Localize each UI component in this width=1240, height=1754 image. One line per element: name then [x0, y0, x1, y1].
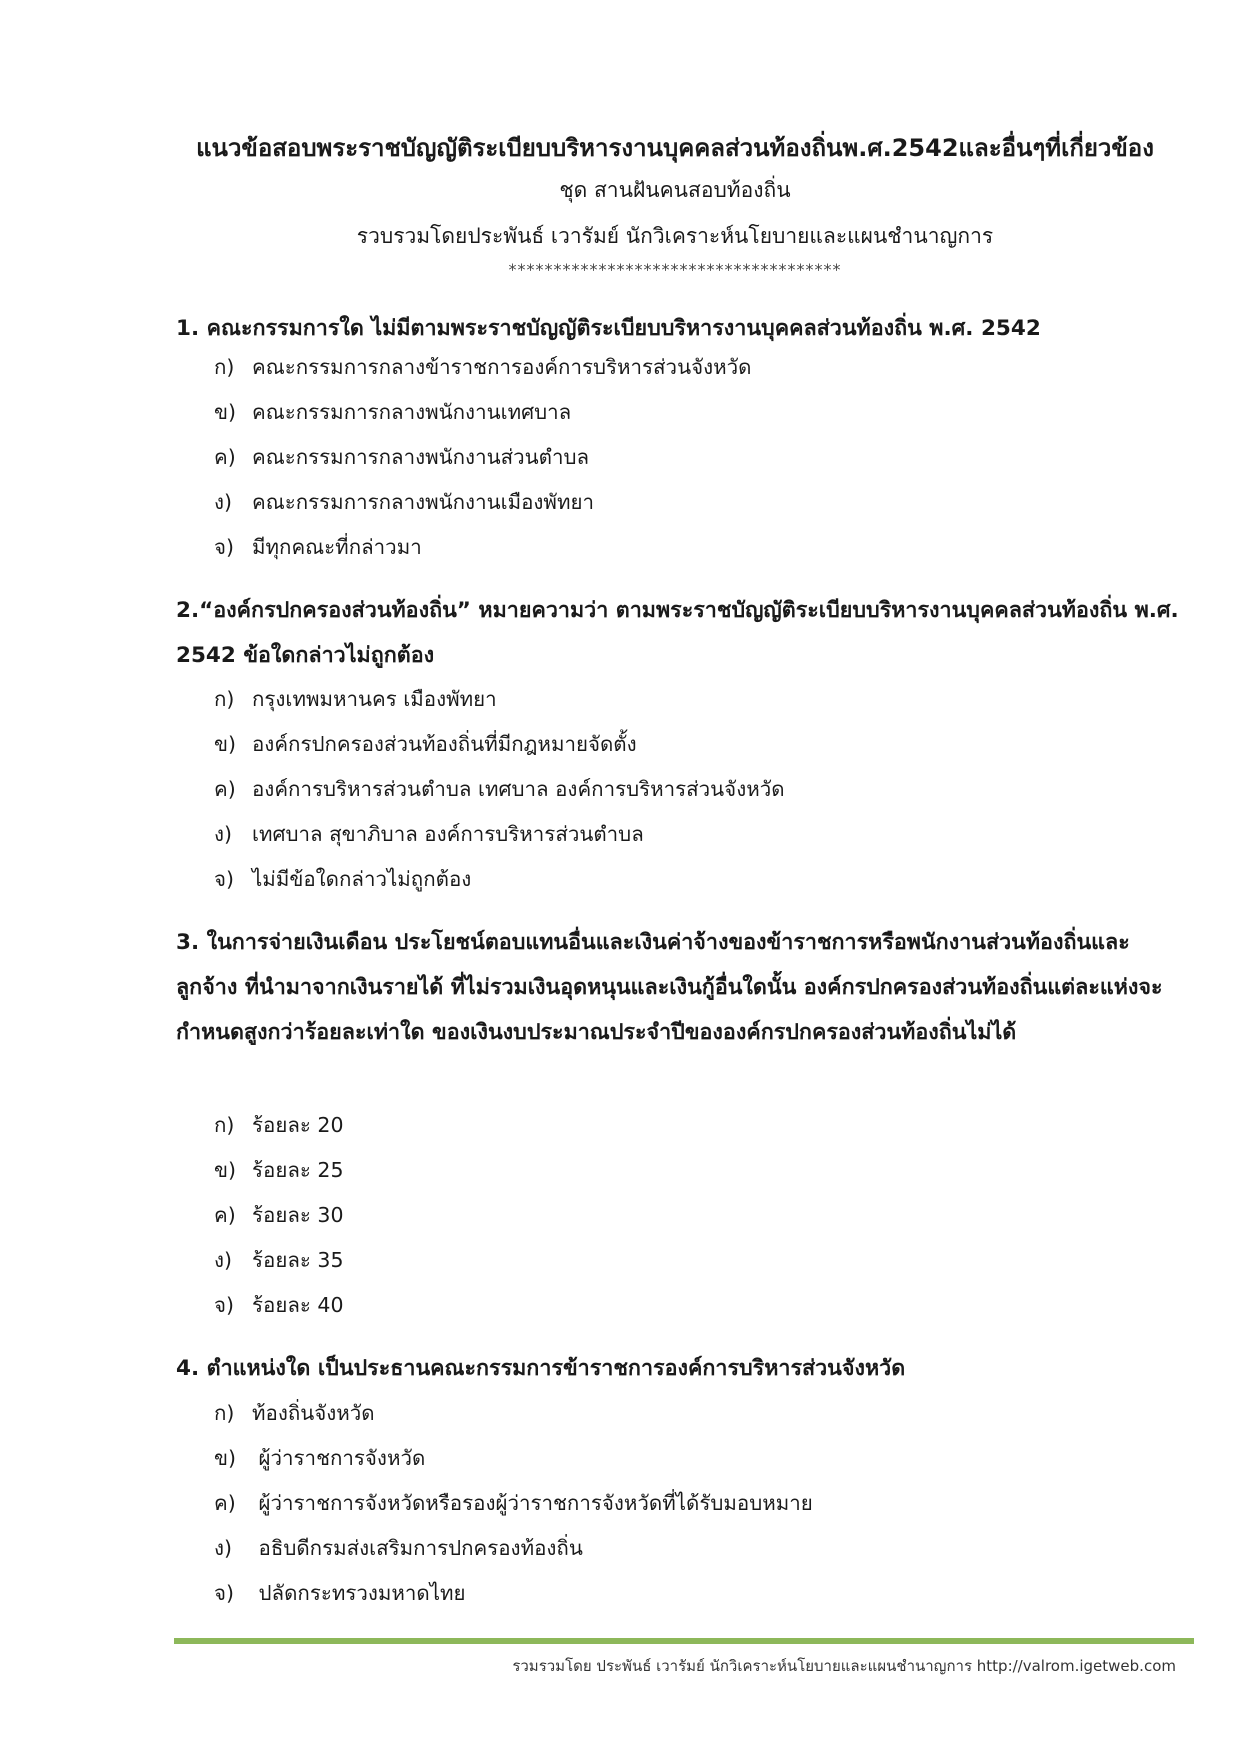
- question-4-option-c: ค) ผู้ว่าราชการจังหวัดหรือรองผู้ว่าราชการจังหวัดที่ได้รับมอบหมาย: [214, 1491, 813, 1515]
- question-2-option-a: ก) กรุงเทพมหานคร เมืองพัทยา: [214, 687, 497, 711]
- question-4: 4. ตำแหน่งใด เป็นประธานคณะกรรมการข้าราชการองค์การบริหารส่วนจังหวัด: [176, 1356, 906, 1381]
- document-title: แนวข้อสอบพระราชบัญญัติระเบียบบริหารงานบุคคลส่วนท้องถิ่นพ.ศ.2542และอื่นๆที่เกี่ยวข้อง: [196, 134, 1154, 162]
- question-4-option-a: ก) ท้องถิ่นจังหวัด: [214, 1401, 375, 1425]
- document-compiler: รวบรวมโดยประพันธ์ เวารัมย์ นักวิเคราะห์นโยบายและแผนชำนาญการ: [356, 224, 994, 248]
- question-1-option-a: ก) คณะกรรมการกลางข้าราชการองค์การบริหารส่วนจังหวัด: [214, 355, 752, 379]
- question-2-option-b: ข) องค์กรปกครองส่วนท้องถิ่นที่มีกฎหมายจัดตั้ง: [214, 732, 637, 756]
- question-1: 1. คณะกรรมการใด ไม่มีตามพระราชบัญญัติระเบียบบริหารงานบุคคลส่วนท้องถิ่น พ.ศ. 2542: [176, 316, 1041, 341]
- question-1-option-b: ข) คณะกรรมการกลางพนักงานเทศบาล: [214, 400, 572, 424]
- question-3-option-b: ข) ร้อยละ 25: [214, 1158, 344, 1182]
- document-set-name: ชุด สานฝันคนสอบท้องถิ่น: [559, 178, 791, 202]
- question-3: 3. ในการจ่ายเงินเดือน ประโยชน์ตอบแทนอื่นและเงินค่าจ้างของข้าราชการหรือพนักงานส่วนท้องถิ่นและลูกจ้าง ที่นำมาจากเงินรายได้ ที่ไม่รวมเงินอุดหนุนและเงินกู้อื่นใดนั้น องค์กรปกครองส่วนท้องถิ่นแต่ละแห่งจะกำหนดสูงกว่าร้อยละเท่าใด ของเงินงบประมาณประจำปีขององค์กรปกครองส่วนท้องถิ่นไม่ได้: [176, 930, 1163, 1045]
- footer-text: รวมรวมโดย ประพันธ์ เวารัมย์ นักวิเคราะห์นโยบายและแผนชำนาญการ http://valrom.igetweb.com: [512, 1657, 1176, 1675]
- question-2-option-d: ง) เทศบาล สุขาภิบาล องค์การบริหารส่วนตำบล: [214, 822, 644, 846]
- question-4-option-e: จ) ปลัดกระทรวงมหาดไทย: [214, 1581, 466, 1605]
- question-4-option-b: ข) ผู้ว่าราชการจังหวัด: [214, 1446, 426, 1470]
- question-1-option-c: ค) คณะกรรมการกลางพนักงานส่วนตำบล: [214, 445, 590, 469]
- question-2-option-e: จ) ไม่มีข้อใดกล่าวไม่ถูกต้อง: [214, 867, 472, 891]
- footer-rule: [174, 1638, 1194, 1644]
- question-1-option-e: จ) มีทุกคณะที่กล่าวมา: [214, 535, 422, 559]
- question-2-option-c: ค) องค์การบริหารส่วนตำบล เทศบาล องค์การบริหารส่วนจังหวัด: [214, 777, 785, 801]
- question-4-option-d: ง) อธิบดีกรมส่งเสริมการปกครองท้องถิ่น: [214, 1536, 583, 1560]
- question-3-option-a: ก) ร้อยละ 20: [214, 1113, 344, 1137]
- question-3-option-e: จ) ร้อยละ 40: [214, 1293, 344, 1317]
- question-2: 2.“องค์กรปกครองส่วนท้องถิ่น” หมายความว่า ตามพระราชบัญญัติระเบียบบริหารงานบุคคลส่วนท้องถิ่น พ.ศ. 2542 ข้อใดกล่าวไม่ถูกต้อง: [176, 598, 1179, 668]
- question-1-option-d: ง) คณะกรรมการกลางพนักงานเมืองพัทยา: [214, 490, 594, 514]
- question-3-option-c: ค) ร้อยละ 30: [214, 1203, 344, 1227]
- header-separator: *************************************: [508, 260, 842, 279]
- question-3-option-d: ง) ร้อยละ 35: [214, 1248, 344, 1272]
